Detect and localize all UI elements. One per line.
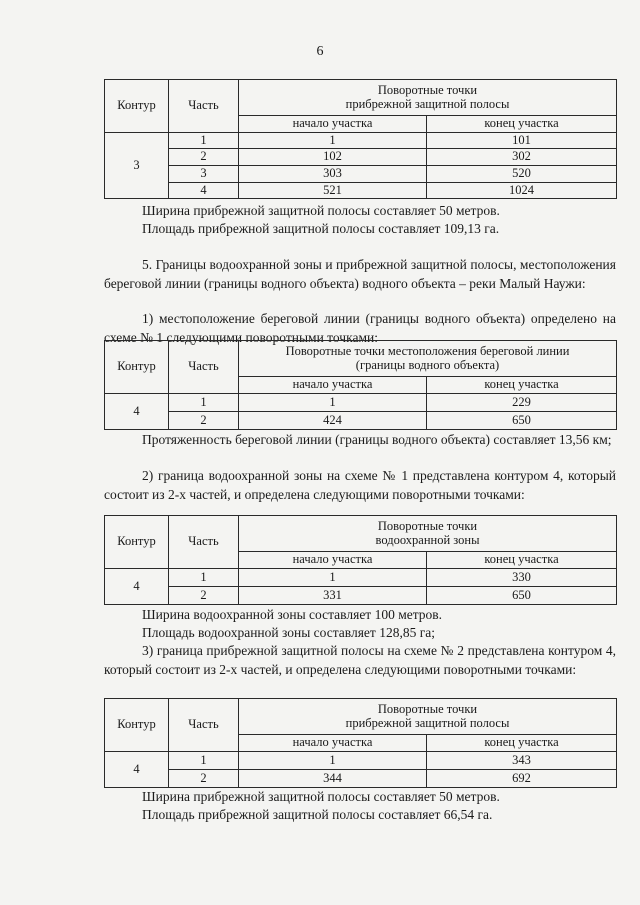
table-4 <box>104 698 617 788</box>
table-1 <box>104 79 617 199</box>
col-contour: Контур <box>105 699 169 752</box>
part-cell: 1 <box>169 394 239 412</box>
col-start: начало участка <box>239 377 427 394</box>
table-2 <box>104 340 617 430</box>
width-text: Ширина прибрежной защитной полосы составляет 50 метров. <box>142 203 500 218</box>
col-contour: Контур <box>105 516 169 569</box>
part-cell: 1 <box>169 569 239 587</box>
start-cell: 331 <box>239 587 427 605</box>
col-start: начало участка <box>239 116 427 133</box>
table-3 <box>104 515 617 605</box>
header-line-2: прибрежной защитной полосы <box>345 715 510 730</box>
part-cell: 2 <box>169 149 239 166</box>
part-cell: 2 <box>169 587 239 605</box>
header-line-1: Поворотные точки <box>377 701 478 716</box>
start-cell: 1 <box>239 394 427 412</box>
table-header <box>239 699 617 735</box>
end-cell: 520 <box>427 166 617 183</box>
part-cell: 2 <box>169 412 239 430</box>
length-paragraph: Протяженность береговой линии (границы водного объекта) составляет 13,56 км; <box>142 432 612 447</box>
header-line-1: Поворотные точки местоположения береговой линии <box>285 343 570 358</box>
part-cell: 1 <box>169 133 239 149</box>
part-cell: 2 <box>169 770 239 788</box>
col-part: Часть <box>169 699 239 752</box>
end-cell: 330 <box>427 569 617 587</box>
end-cell: 692 <box>427 770 617 788</box>
part-cell: 3 <box>169 166 239 183</box>
start-cell: 344 <box>239 770 427 788</box>
item-3-paragraph: 3) граница прибрежной защитной полосы на схеме № 2 представлена контуром 4, который состоит из 2-х частей, и определена следующими поворотными точками: <box>104 643 616 677</box>
table-header <box>239 80 617 116</box>
width-text: Ширина водоохранной зоны составляет 100 метров. <box>142 607 443 622</box>
part-cell: 1 <box>169 752 239 770</box>
end-cell: 650 <box>427 412 617 430</box>
col-contour: Контур <box>105 80 169 133</box>
end-cell: 302 <box>427 149 617 166</box>
contour-cell: 4 <box>105 569 169 605</box>
table-header <box>239 341 617 377</box>
header-line-1: Поворотные точки <box>377 518 478 533</box>
area-text: Площадь водоохранной зоны составляет 128,85 га; <box>142 625 435 640</box>
part-cell: 4 <box>169 183 239 199</box>
header-line-2: прибрежной защитной полосы <box>345 96 510 111</box>
start-cell: 1 <box>239 133 427 149</box>
col-end: конец участка <box>427 116 617 133</box>
end-cell: 101 <box>427 133 617 149</box>
area-text: Площадь прибрежной защитной полосы составляет 109,13 га. <box>142 221 500 236</box>
start-cell: 102 <box>239 149 427 166</box>
col-part: Часть <box>169 516 239 569</box>
col-part: Часть <box>169 80 239 133</box>
header-line-1: Поворотные точки <box>377 82 478 97</box>
header-line-2: (границы водного объекта) <box>355 357 500 372</box>
width-text: Ширина прибрежной защитной полосы составляет 50 метров. <box>142 789 500 804</box>
col-start: начало участка <box>239 552 427 569</box>
start-cell: 303 <box>239 166 427 183</box>
contour-cell: 4 <box>105 394 169 430</box>
col-end: конец участка <box>427 377 617 394</box>
item-2-paragraph: 2) граница водоохранной зоны на схеме № 1 представлена контуром 4, который состоит из 2-х частей, и определена следующими поворотными точками: <box>104 468 616 502</box>
header-line-2: водоохранной зоны <box>375 532 480 547</box>
end-cell: 229 <box>427 394 617 412</box>
contour-cell: 3 <box>105 133 169 199</box>
col-part: Часть <box>169 341 239 394</box>
start-cell: 424 <box>239 412 427 430</box>
start-cell: 1 <box>239 752 427 770</box>
col-end: конец участка <box>427 735 617 752</box>
col-start: начало участка <box>239 735 427 752</box>
page-number: 6 <box>316 44 324 59</box>
table-header <box>239 516 617 552</box>
contour-cell: 4 <box>105 752 169 788</box>
col-end: конец участка <box>427 552 617 569</box>
start-cell: 1 <box>239 569 427 587</box>
item-1-paragraph: 1) местоположение береговой линии (границы водного объекта) определено на схеме № 1 следующими поворотными точками: <box>104 311 616 345</box>
section-5-paragraph: 5. Границы водоохранной зоны и прибрежной защитной полосы, местоположения береговой линии (границы водного объекта) водного объекта – реки Малый Наужи: <box>104 257 616 291</box>
area-text: Площадь прибрежной защитной полосы составляет 66,54 га. <box>142 807 493 822</box>
start-cell: 521 <box>239 183 427 199</box>
col-contour: Контур <box>105 341 169 394</box>
end-cell: 1024 <box>427 183 617 199</box>
end-cell: 343 <box>427 752 617 770</box>
end-cell: 650 <box>427 587 617 605</box>
